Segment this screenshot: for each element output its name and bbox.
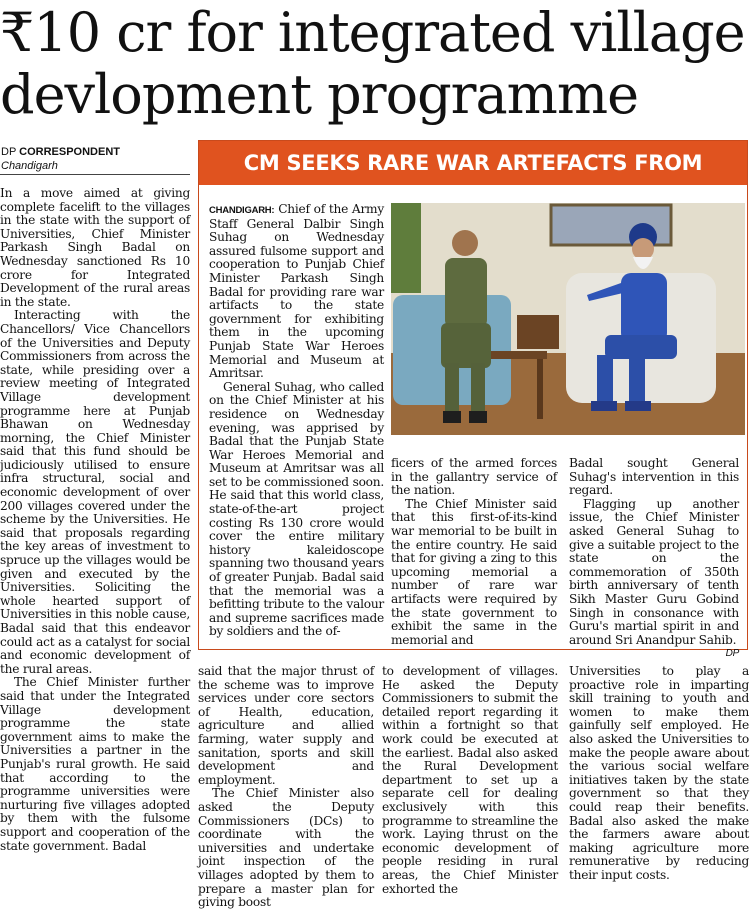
main-paragraph: Interacting with the Chancellors/ Vice Chancellors of the Universities and Deputy Commissioners from across the state, while presiding over a review meeting of Integrated Village development programme here at Punjab Bhawan on Wednesday morning, the Chief Minister said that this fund should be judiciously utilised to ensure infra structural, social and economic development of over 200 villages covered under the scheme by the Universities. He said that proposals regarding the key areas of investment to spruce up the villages would be given and executed by the Universities. Soliciting the whole hearted support of Universities in this noble cause, Badal said that this endeavor could act as a catalyst for social and economic development of the rural areas. xyxy=(0,308,190,676)
main-story-column-2 xyxy=(198,664,374,910)
headline xyxy=(0,2,750,126)
headline-line-1: ₹10 cr for integrated village xyxy=(0,1,745,64)
main-paragraph: The Chief Minister also asked the Deputy Commissioners (DCs) to coordinate with the universities and undertake joint inspection of the villages adopted by them to prepare a master plan for giving boost xyxy=(198,786,374,910)
main-story-column-3 xyxy=(382,664,558,896)
sidebar-lead-text: Chief of the Army Staff General Dalbir Singh Suhag on Wednesday assured fulsome support and cooperation to Punjab Chief Minister Parkash Singh Badal for providing rare war artifacts to the state government for exhibiting them in the upcoming Punjab State War Heroes Memorial and Museum at Amritsar. xyxy=(209,202,384,381)
byline-divider xyxy=(0,174,190,175)
byline xyxy=(1,146,120,159)
sidebar-paragraph: Badal sought General Suhag's intervention in this regard. xyxy=(569,456,739,498)
sidebar-paragraph xyxy=(569,496,739,660)
sidebar-paragraph xyxy=(209,203,384,381)
main-paragraph: said that the major thrust of the scheme was to improve services under core sectors of Health, education, agriculture and allied farming, water supply and sanitation, sports and skill development and employment. xyxy=(198,664,374,787)
sidebar-banner: CM SEEKS RARE WAR ARTEFACTS FROM xyxy=(199,141,747,185)
army-chief-meeting-photo xyxy=(391,203,745,435)
sidebar-column-1 xyxy=(209,203,384,645)
main-paragraph: In a move aimed at giving complete facelift to the villages in the state with the support of Universities, Chief Minister Parkash Singh Badal on Wednesday sanctioned Rs 10 crore for Integrated Development of the rural areas in the state. xyxy=(0,186,190,309)
main-story-column-4 xyxy=(569,664,749,882)
byline-label: DP xyxy=(1,146,17,158)
sidebar-credit: DP xyxy=(725,648,739,660)
sidebar-story xyxy=(198,140,748,660)
sidebar-paragraph: General Suhag, who called on the Chief Minister at his residence on Wednesday evening, was apprised by Badal that the Punjab State War Heroes Memorial and Museum at Amritsar was all set to be commissioned soon. He said that this world class, state-of-the-art project costing Rs 130 crore would cover the entire military history kaleidoscope spanning two thousand years of greater Punjab. Badal said that the memorial was a befitting tribute to the valour and supreme sacrifices made by soldiers and the of- xyxy=(209,379,384,639)
main-story-column-1 xyxy=(0,187,190,871)
headline-line-2: devlopment programme xyxy=(0,63,639,126)
sidebar-column-3 xyxy=(569,456,739,660)
photo-illustration xyxy=(391,203,745,435)
byline-name: CORRESPONDENT xyxy=(19,146,120,158)
byline-location: Chandigarh xyxy=(1,160,58,172)
sidebar-paragraph: The Chief Minister said that this first-of-its-kind war memorial to be built in the entire country. He said that for giving a zing to this upcoming memorial a number of rare war artifacts were required by the state government to exhibit the same in the memorial and xyxy=(391,496,557,647)
main-paragraph: The Chief Minister further said that under the Integrated Village development programme the state government aims to make the Universities a partner in the Punjab's rural growth. He said that according to the programme universities were nurturing five villages adopted by them with the fulsome support and cooperation of the state government. Badal xyxy=(0,675,190,853)
sidebar-column-2 xyxy=(391,457,557,645)
main-paragraph: Universities to play a proactive role in imparting skill training to youth and women to make them gainfully self employed. He also asked the Universities to make the people aware about the various social welfare initiatives taken by the state government so that they could reap their benefits. Badal also asked the make the farmers aware about making agriculture more remunerative by reducing their input costs. xyxy=(569,664,749,882)
sidebar-paragraph: ficers of the armed forces in the gallantry service of the nation. xyxy=(391,456,557,498)
sidebar-dateline: CHANDIGARH: xyxy=(209,205,275,216)
sidebar-text: Flagging up another issue, the Chief Minister asked General Suhag to give a suitable project to the state on the commemoration of 350th birth anniversary of tenth Sikh Master Guru Gobind Singh in consonance with Guru's martial spirit in and around Sri Anandpur Sahib. xyxy=(569,496,739,647)
main-paragraph: to development of villages. He asked the Deputy Commissioners to submit the detailed report regarding it within a fortnight so that work could be executed at the earliest. Badal also asked the Rural Development department to set up a separate cell for dealing exclusively with this programme to streamline the work. Laying thrust on the economic development of people residing in rural areas, the Chief Minister exhorted the xyxy=(382,664,558,896)
